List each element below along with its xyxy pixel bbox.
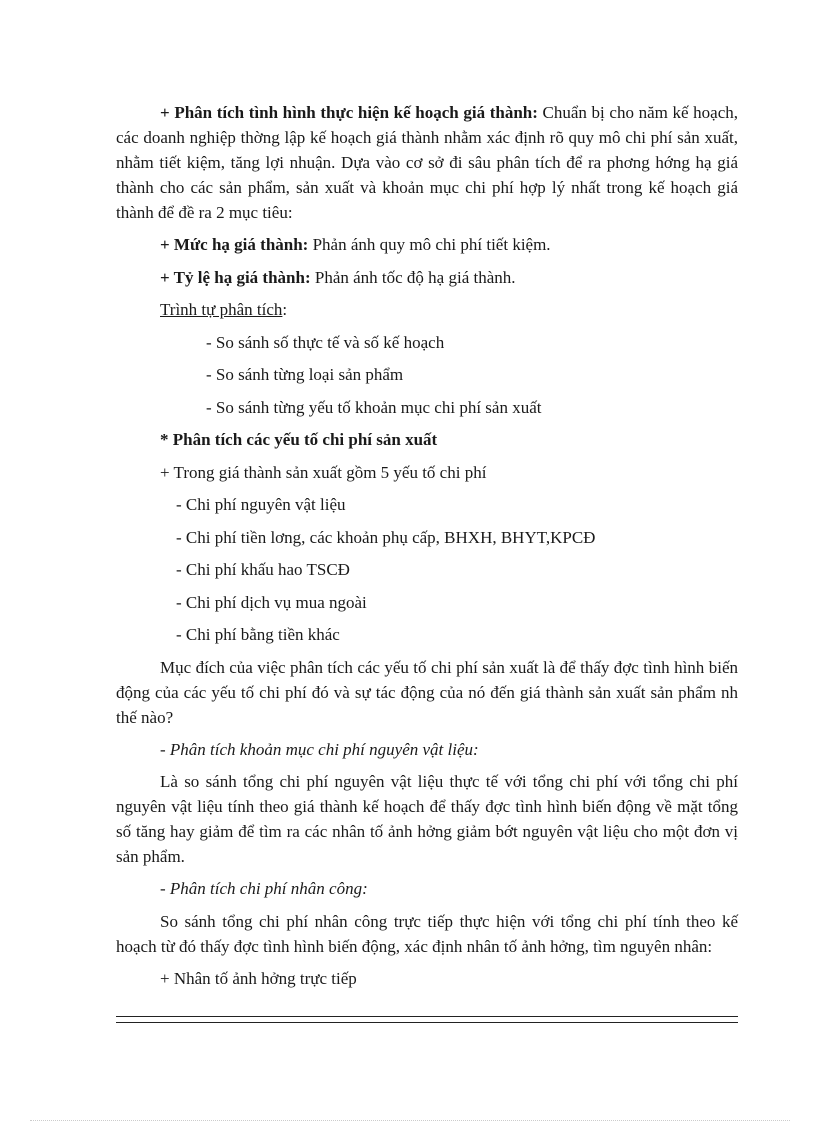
paragraph-purpose: Mục đích của việc phân tích các yếu tố chi phí sản xuất là để thấy đợc tình hình biến động của các yếu tố chi phí đó và sự tác động của nó đến giá thành sản xuất sản phẩm nh thế nào? — [116, 657, 738, 727]
page-bottom-dotted-line — [30, 1120, 790, 1122]
paragraph-materials: Là so sánh tổng chi phí nguyên vật liệu thực tế với tổng chi phí với tổng chi phí nguyên vật liệu tính theo giá thành kế hoạch để thấy đợc tình hình biến động về mặt tổng số tăng hay giảm để tìm ra các nhân tố ảnh hởng giảm bớt nguyên vật liệu cho một đơn vị sản phẩm. — [116, 772, 738, 866]
paragraph-lead: + Phân tích tình hình thực hiện kế hoạch giá thành: — [160, 103, 538, 122]
document-page — [116, 100, 738, 998]
list-item: - Chi phí nguyên vật liệu — [176, 495, 346, 514]
sequence-title: Trình tự phân tích — [160, 300, 283, 319]
subsection-title-materials: - Phân tích khoản mục chi phí nguyên vật liệu: — [160, 739, 479, 759]
section-heading — [116, 427, 738, 452]
sequence-heading — [116, 297, 738, 322]
list-item: - Chi phí bằng tiền khác — [176, 625, 340, 644]
section-heading-text: * Phân tích các yếu tố chi phí sản xuất — [160, 430, 438, 449]
paragraph-lead: + Mức hạ giá thành: — [160, 235, 309, 254]
paragraph-reduction-rate — [116, 265, 738, 290]
paragraph-labor: So sánh tổng chi phí nhân công trực tiếp thực hiện với tổng chi phí tính theo kế hoạch từ đó thấy đợc tình hình biến động, xác định nhân tố ảnh hởng, tìm nguyên nhân: — [116, 911, 738, 956]
footer-double-rule — [116, 1016, 738, 1023]
list-item: - So sánh từng loại sản phẩm — [206, 365, 404, 384]
paragraph-direct-factor: + Nhân tố ảnh hởng trực tiếp — [160, 968, 357, 988]
factors-intro: + Trong giá thành sản xuất gồm 5 yếu tố chi phí — [160, 462, 487, 482]
list-item: - Chi phí dịch vụ mua ngoài — [176, 592, 367, 612]
sequence-colon: : — [282, 300, 288, 319]
paragraph-lead: + Tỷ lệ hạ giá thành: — [160, 267, 311, 287]
paragraph-cost-plan-analysis — [116, 100, 738, 225]
list-item: - Chi phí khấu hao TSCĐ — [176, 560, 350, 579]
subsection-title-labor: - Phân tích chi phí nhân công: — [160, 879, 368, 898]
list-item: - So sánh số thực tế và số kế hoạch — [206, 332, 445, 352]
paragraph-text: Phản ánh tốc độ hạ giá thành. — [310, 267, 516, 287]
list-item: - Chi phí tiền lơng, các khoản phụ cấp, BHXH, BHYT,KPCĐ — [176, 527, 596, 547]
paragraph-reduction-level — [116, 232, 738, 257]
paragraph-text: Phản ánh quy mô chi phí tiết kiệm. — [308, 235, 551, 254]
list-item: - So sánh từng yếu tố khoản mục chi phí sản xuất — [206, 397, 542, 417]
paragraph-text: Chuẩn bị cho năm kế hoạch, các doanh nghiệp thờng lập kế hoạch giá thành nhằm xác định rõ quy mô chi phí sản xuất, nhằm tiết kiệm, tăng lợi nhuận. Dựa vào cơ sở đi sâu phân tích để ra phơng hớng hạ giá thành cho các sản phẩm, sản xuất và khoản mục chi phí hợp lý nhất trong kế hoạch giá thành để đề ra 2 mục tiêu: — [116, 103, 738, 222]
